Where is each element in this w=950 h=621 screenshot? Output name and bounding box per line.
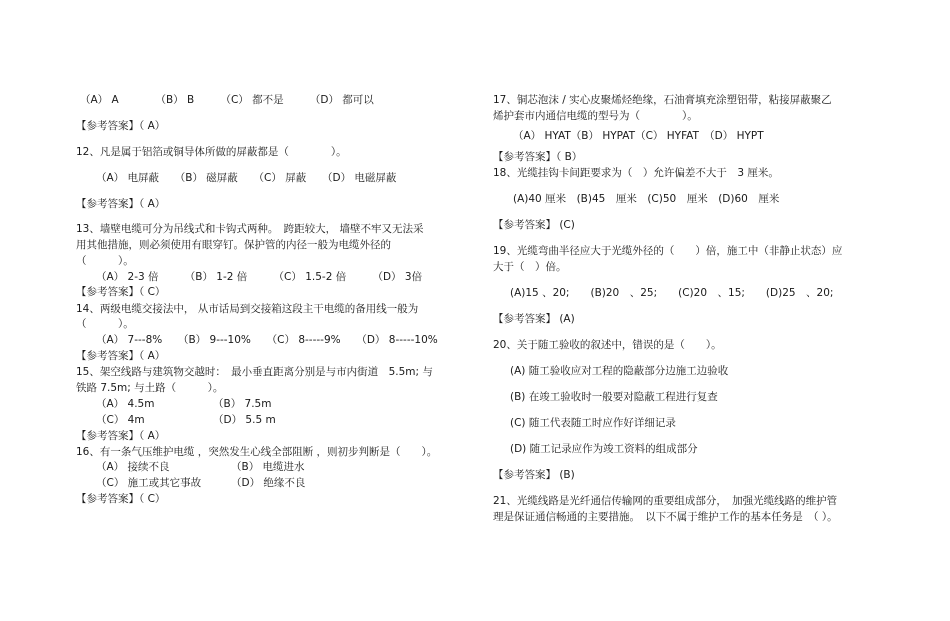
q11-options: （A） A （B） B （C） 都不是 （D） 都可以 [80, 94, 374, 106]
q15-question-line2: 铁路 7.5m; 与土路（ ）。 [76, 382, 224, 394]
q14-question-line2: （ ）。 [76, 318, 134, 330]
q17-options: （A） HYAT（B） HYPAT（C） HYFAT （D） HYPT [513, 130, 764, 142]
q13-options: （A） 2-3 倍 （B） 1-2 倍 （C） 1.5-2 倍 （D） 3倍 [96, 271, 423, 283]
q13-question-line2: 用其他措施，则必须使用有眼穿钉。保护管的内径一般为电缆外径的 [76, 239, 391, 251]
q19-options: (A)15 、20; (B)20 、25; (C)20 、15; (D)25 、20; [510, 287, 834, 299]
q19-question-line1: 19、光缆弯曲半径应大于光缆外径的（ ）倍，施工中（非静止状态）应 [493, 245, 843, 257]
q12-question: 12、凡是属于铝箔或铜导体所做的屏蔽都是（ ）。 [76, 146, 347, 158]
q19-question-line2: 大于（ ）倍。 [493, 261, 567, 273]
q14-options: （A） 7---8% （B） 9---10% （C） 8-----9% （D） 8-----10% [96, 334, 438, 346]
q17-answer: 【参考答案】（ B） [493, 151, 583, 163]
q16-answer: 【参考答案】（ C） [76, 493, 166, 505]
q18-options: (A)40 厘米 (B)45 厘米 (C)50 厘米 (D)60 厘米 [513, 193, 780, 205]
q17-question-line1: 17、铜芯泡沫 / 实心皮聚烯烃绝缘，石油膏填充涂塑铝带，粘接屏蔽聚乙 [493, 94, 832, 106]
q16-option-b: （B） 电缆进水 [231, 461, 305, 473]
q16-option-d: （D） 绝缘不良 [231, 477, 306, 489]
q14-answer: 【参考答案】（ A） [76, 350, 166, 362]
q21-question-line2: 理是保证通信畅通的主要措施。 以下不属于维护工作的基本任务是 （ ）。 [493, 511, 838, 523]
q20-option-b: (B) 在竣工验收时一般要对隐蔽工程进行复查 [510, 391, 718, 403]
q15-option-b: （B） 7.5m [213, 398, 272, 410]
q16-option-c: （C） 施工或其它事故 [96, 477, 202, 489]
q15-option-d: （D） 5.5 m [213, 414, 276, 426]
q13-question-line1: 13、墙壁电缆可分为吊线式和卡钩式两种。 跨距较大， 墙壁不牢又无法采 [76, 223, 424, 235]
q13-question-line3: （ ）。 [76, 255, 134, 267]
q12-answer: 【参考答案】（ A） [76, 198, 166, 210]
q20-option-d: (D) 随工记录应作为竣工资料的组成部分 [510, 443, 698, 455]
q15-answer: 【参考答案】（ A） [76, 430, 166, 442]
q21-question-line1: 21、光缆线路是光纤通信传输网的重要组成部分， 加强光缆线路的维护管 [493, 495, 838, 507]
q20-answer: 【参考答案】 (B) [493, 469, 575, 481]
q11-answer: 【参考答案】（ A） [76, 120, 166, 132]
q15-question-line1: 15、架空线路与建筑物交越时： 最小垂直距离分别是与市内街道 5.5m; 与 [76, 366, 433, 378]
q20-question: 20、关于随工验收的叙述中，错误的是（ ）。 [493, 339, 722, 351]
q12-options: （A） 电屏蔽 （B） 磁屏蔽 （C） 屏蔽 （D） 电磁屏蔽 [96, 172, 397, 184]
q19-answer: 【参考答案】 (A) [493, 313, 575, 325]
q16-option-a: （A） 接续不良 [96, 461, 170, 473]
q18-answer: 【参考答案】 (C) [493, 219, 575, 231]
q20-option-c: (C) 随工代表随工时应作好详细记录 [510, 417, 676, 429]
q20-option-a: (A) 随工验收应对工程的隐蔽部分边施工边验收 [510, 365, 729, 377]
q13-answer: 【参考答案】（ C） [76, 286, 166, 298]
q15-option-a: （A） 4.5m [96, 398, 155, 410]
q14-question-line1: 14、两级电缆交接法中， 从市话局到交接箱这段主干电缆的备用线一般为 [76, 303, 419, 315]
q16-question: 16、有一条气压维护电缆 ，突然发生心线全部阻断 ，则初步判断是（ ）。 [76, 446, 438, 458]
q15-option-c: （C） 4m [96, 414, 145, 426]
q18-question: 18、光缆挂钩卡间距要求为（ ）允许偏差不大于 3 厘米。 [493, 167, 779, 179]
q17-question-line2: 烯护套市内通信电缆的型号为（ ）。 [493, 110, 698, 122]
